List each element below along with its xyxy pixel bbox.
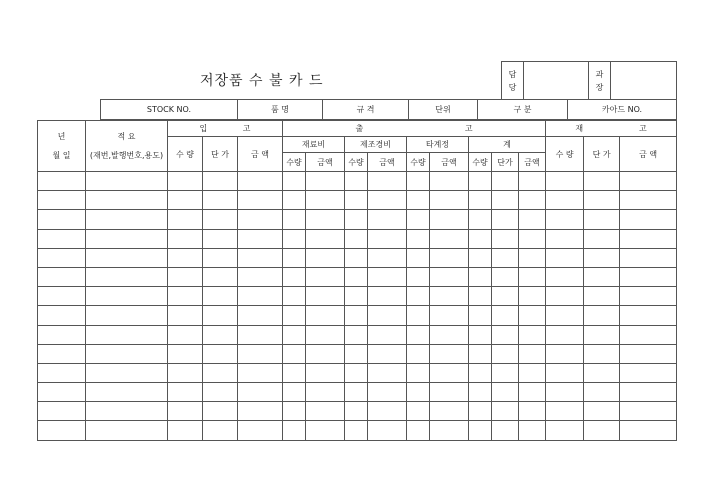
table-cell[interactable] xyxy=(492,287,519,306)
table-cell[interactable] xyxy=(283,402,306,421)
table-cell[interactable] xyxy=(283,344,306,363)
table-cell[interactable] xyxy=(469,421,492,440)
table-cell[interactable] xyxy=(469,383,492,402)
info-stock-no: STOCK NO. xyxy=(101,100,238,120)
table-cell[interactable] xyxy=(492,229,519,248)
table-cell[interactable] xyxy=(469,210,492,229)
table-cell[interactable] xyxy=(38,248,86,267)
table-cell[interactable] xyxy=(407,287,430,306)
col-total-unit-price: 단가 xyxy=(492,153,519,172)
table-cell[interactable] xyxy=(407,344,430,363)
table-cell[interactable] xyxy=(203,421,238,440)
table-cell[interactable] xyxy=(469,363,492,382)
table-cell[interactable] xyxy=(168,344,203,363)
table-cell[interactable] xyxy=(345,421,368,440)
table-row xyxy=(38,421,677,440)
table-cell[interactable] xyxy=(345,248,368,267)
table-cell[interactable] xyxy=(492,306,519,325)
table-cell[interactable] xyxy=(546,421,584,440)
table-cell[interactable] xyxy=(407,325,430,344)
table-cell[interactable] xyxy=(519,172,546,191)
table-cell[interactable] xyxy=(203,383,238,402)
table-cell[interactable] xyxy=(430,229,469,248)
table-cell[interactable] xyxy=(283,229,306,248)
table-cell[interactable] xyxy=(546,306,584,325)
table-cell[interactable] xyxy=(168,402,203,421)
table-cell[interactable] xyxy=(368,229,407,248)
table-cell[interactable] xyxy=(345,383,368,402)
table-cell[interactable] xyxy=(492,248,519,267)
table-row xyxy=(38,325,677,344)
col-in-amount: 금 액 xyxy=(238,137,283,172)
col-group-out: 출 고 xyxy=(283,121,546,137)
table-row xyxy=(38,267,677,286)
table-cell[interactable] xyxy=(407,191,430,210)
table-cell[interactable] xyxy=(407,248,430,267)
table-cell[interactable] xyxy=(203,325,238,344)
table-cell[interactable] xyxy=(203,287,238,306)
approval-label-manager: 담 당 xyxy=(502,62,524,100)
col-stock-amount: 금 액 xyxy=(620,137,677,172)
table-cell[interactable] xyxy=(306,191,345,210)
table-cell[interactable] xyxy=(345,267,368,286)
table-cell[interactable] xyxy=(38,344,86,363)
table-cell[interactable] xyxy=(86,267,168,286)
table-cell[interactable] xyxy=(469,287,492,306)
table-cell[interactable] xyxy=(38,210,86,229)
table-cell[interactable] xyxy=(407,402,430,421)
table-cell[interactable] xyxy=(469,306,492,325)
table-cell[interactable] xyxy=(203,402,238,421)
table-cell[interactable] xyxy=(368,172,407,191)
table-cell[interactable] xyxy=(519,383,546,402)
table-cell[interactable] xyxy=(345,287,368,306)
table-cell[interactable] xyxy=(430,287,469,306)
info-category: 구 분 xyxy=(478,100,568,120)
table-cell[interactable] xyxy=(469,248,492,267)
table-cell[interactable] xyxy=(620,229,677,248)
table-cell[interactable] xyxy=(546,287,584,306)
table-cell[interactable] xyxy=(86,287,168,306)
table-cell[interactable] xyxy=(584,287,620,306)
table-cell[interactable] xyxy=(38,363,86,382)
table-cell[interactable] xyxy=(168,383,203,402)
table-cell[interactable] xyxy=(519,421,546,440)
col-material-amount: 금액 xyxy=(306,153,345,172)
table-cell[interactable] xyxy=(345,191,368,210)
table-cell[interactable] xyxy=(407,383,430,402)
table-cell[interactable] xyxy=(238,363,283,382)
table-cell[interactable] xyxy=(203,229,238,248)
table-cell[interactable] xyxy=(546,325,584,344)
table-cell[interactable] xyxy=(238,210,283,229)
table-cell[interactable] xyxy=(238,287,283,306)
approval-label-chief: 과 장 xyxy=(589,62,611,100)
table-cell[interactable] xyxy=(492,421,519,440)
col-stock-unit-price: 단 가 xyxy=(584,137,620,172)
table-cell[interactable] xyxy=(620,402,677,421)
table-cell[interactable] xyxy=(584,306,620,325)
col-material-qty: 수량 xyxy=(283,153,306,172)
table-cell[interactable] xyxy=(238,191,283,210)
table-cell[interactable] xyxy=(519,248,546,267)
table-cell[interactable] xyxy=(368,287,407,306)
table-cell[interactable] xyxy=(368,267,407,286)
table-cell[interactable] xyxy=(584,267,620,286)
table-cell[interactable] xyxy=(168,363,203,382)
col-out-other-account: 타계정 xyxy=(407,137,469,153)
table-cell[interactable] xyxy=(584,210,620,229)
table-row xyxy=(38,172,677,191)
table-cell[interactable] xyxy=(430,383,469,402)
table-cell[interactable] xyxy=(407,229,430,248)
table-cell[interactable] xyxy=(283,306,306,325)
table-cell[interactable] xyxy=(620,287,677,306)
approval-sign-manager[interactable] xyxy=(524,62,589,100)
table-cell[interactable] xyxy=(492,363,519,382)
table-cell[interactable] xyxy=(546,229,584,248)
table-cell[interactable] xyxy=(584,402,620,421)
table-cell[interactable] xyxy=(407,172,430,191)
table-cell[interactable] xyxy=(492,267,519,286)
table-cell[interactable] xyxy=(546,172,584,191)
table-cell[interactable] xyxy=(168,421,203,440)
table-cell[interactable] xyxy=(469,402,492,421)
table-cell[interactable] xyxy=(345,325,368,344)
table-cell[interactable] xyxy=(203,191,238,210)
table-cell[interactable] xyxy=(38,306,86,325)
table-cell[interactable] xyxy=(306,229,345,248)
table-cell[interactable] xyxy=(203,344,238,363)
table-cell[interactable] xyxy=(407,306,430,325)
table-cell[interactable] xyxy=(306,344,345,363)
table-cell[interactable] xyxy=(203,267,238,286)
table-cell[interactable] xyxy=(38,383,86,402)
table-row xyxy=(38,210,677,229)
table-row xyxy=(38,287,677,306)
table-row xyxy=(38,306,677,325)
table-cell[interactable] xyxy=(86,172,168,191)
table-cell[interactable] xyxy=(492,344,519,363)
table-cell[interactable] xyxy=(38,172,86,191)
table-cell[interactable] xyxy=(345,344,368,363)
table-cell[interactable] xyxy=(469,344,492,363)
table-cell[interactable] xyxy=(283,248,306,267)
table-cell[interactable] xyxy=(469,325,492,344)
table-cell[interactable] xyxy=(430,210,469,229)
table-cell[interactable] xyxy=(38,229,86,248)
table-cell[interactable] xyxy=(168,267,203,286)
table-cell[interactable] xyxy=(306,210,345,229)
table-cell[interactable] xyxy=(238,229,283,248)
table-cell[interactable] xyxy=(519,191,546,210)
table-cell[interactable] xyxy=(203,248,238,267)
table-cell[interactable] xyxy=(492,172,519,191)
col-in-unit-price: 단 가 xyxy=(203,137,238,172)
ledger-table xyxy=(37,120,677,441)
col-out-material: 재료비 xyxy=(283,137,345,153)
form-title: 저장품 수 불 카 드 xyxy=(200,73,324,89)
table-cell[interactable] xyxy=(584,325,620,344)
table-cell[interactable] xyxy=(584,421,620,440)
table-cell[interactable] xyxy=(368,191,407,210)
table-cell[interactable] xyxy=(168,248,203,267)
table-cell[interactable] xyxy=(368,402,407,421)
table-cell[interactable] xyxy=(345,363,368,382)
col-group-stock: 재 고 xyxy=(546,121,677,137)
table-cell[interactable] xyxy=(546,344,584,363)
table-cell[interactable] xyxy=(546,248,584,267)
table-cell[interactable] xyxy=(238,306,283,325)
table-cell[interactable] xyxy=(238,325,283,344)
table-row xyxy=(38,363,677,382)
table-cell[interactable] xyxy=(86,421,168,440)
table-cell[interactable] xyxy=(430,248,469,267)
table-row xyxy=(38,402,677,421)
col-other-qty: 수량 xyxy=(407,153,430,172)
table-cell[interactable] xyxy=(368,344,407,363)
table-cell[interactable] xyxy=(620,306,677,325)
table-cell[interactable] xyxy=(238,421,283,440)
table-cell[interactable] xyxy=(519,306,546,325)
table-cell[interactable] xyxy=(620,210,677,229)
col-out-manufacturing: 제조경비 xyxy=(345,137,407,153)
table-cell[interactable] xyxy=(584,229,620,248)
table-cell[interactable] xyxy=(430,191,469,210)
table-cell[interactable] xyxy=(168,229,203,248)
table-cell[interactable] xyxy=(38,421,86,440)
col-manufacturing-qty: 수량 xyxy=(345,153,368,172)
table-cell[interactable] xyxy=(283,287,306,306)
table-cell[interactable] xyxy=(469,229,492,248)
table-cell[interactable] xyxy=(86,402,168,421)
col-total-qty: 수량 xyxy=(469,153,492,172)
table-cell[interactable] xyxy=(238,172,283,191)
table-cell[interactable] xyxy=(38,287,86,306)
table-cell[interactable] xyxy=(345,229,368,248)
col-in-qty: 수 량 xyxy=(168,137,203,172)
col-description: 적 요 (재번,발행번호,용도) xyxy=(86,121,168,172)
col-group-in: 입 고 xyxy=(168,121,283,137)
table-cell[interactable] xyxy=(620,248,677,267)
table-cell[interactable] xyxy=(620,191,677,210)
table-cell[interactable] xyxy=(306,287,345,306)
table-cell[interactable] xyxy=(238,344,283,363)
table-cell[interactable] xyxy=(283,325,306,344)
table-cell[interactable] xyxy=(546,267,584,286)
table-cell[interactable] xyxy=(620,421,677,440)
table-cell[interactable] xyxy=(620,267,677,286)
table-cell[interactable] xyxy=(168,172,203,191)
info-spec: 규 격 xyxy=(323,100,409,120)
table-cell[interactable] xyxy=(407,267,430,286)
table-cell[interactable] xyxy=(546,402,584,421)
table-cell[interactable] xyxy=(238,248,283,267)
table-cell[interactable] xyxy=(86,248,168,267)
table-cell[interactable] xyxy=(86,229,168,248)
table-cell[interactable] xyxy=(620,383,677,402)
table-cell[interactable] xyxy=(168,306,203,325)
table-cell[interactable] xyxy=(86,325,168,344)
table-cell[interactable] xyxy=(519,287,546,306)
table-cell[interactable] xyxy=(38,402,86,421)
table-cell[interactable] xyxy=(469,191,492,210)
table-cell[interactable] xyxy=(283,191,306,210)
table-cell[interactable] xyxy=(283,363,306,382)
table-row xyxy=(38,229,677,248)
table-cell[interactable] xyxy=(306,383,345,402)
table-cell[interactable] xyxy=(519,210,546,229)
table-row xyxy=(38,383,677,402)
table-cell[interactable] xyxy=(345,402,368,421)
table-cell[interactable] xyxy=(203,172,238,191)
approval-box xyxy=(501,61,677,100)
table-cell[interactable] xyxy=(38,191,86,210)
table-cell[interactable] xyxy=(168,210,203,229)
table-cell[interactable] xyxy=(345,172,368,191)
table-cell[interactable] xyxy=(306,306,345,325)
table-cell[interactable] xyxy=(283,421,306,440)
col-date: 년 월 일 xyxy=(38,121,86,172)
col-manufacturing-amount: 금액 xyxy=(368,153,407,172)
table-cell[interactable] xyxy=(430,363,469,382)
table-row xyxy=(38,191,677,210)
table-cell[interactable] xyxy=(283,383,306,402)
table-cell[interactable] xyxy=(283,172,306,191)
table-cell[interactable] xyxy=(546,363,584,382)
table-cell[interactable] xyxy=(584,248,620,267)
table-cell[interactable] xyxy=(519,267,546,286)
table-row xyxy=(38,248,677,267)
table-cell[interactable] xyxy=(168,287,203,306)
table-cell[interactable] xyxy=(546,210,584,229)
table-cell[interactable] xyxy=(620,363,677,382)
table-cell[interactable] xyxy=(430,344,469,363)
table-cell[interactable] xyxy=(407,363,430,382)
col-other-amount: 금액 xyxy=(430,153,469,172)
table-cell[interactable] xyxy=(86,210,168,229)
table-cell[interactable] xyxy=(620,344,677,363)
table-cell[interactable] xyxy=(492,383,519,402)
table-cell[interactable] xyxy=(86,383,168,402)
table-cell[interactable] xyxy=(519,325,546,344)
table-cell[interactable] xyxy=(203,210,238,229)
table-cell[interactable] xyxy=(546,383,584,402)
table-cell[interactable] xyxy=(368,421,407,440)
ledger-body xyxy=(38,172,677,441)
table-cell[interactable] xyxy=(306,248,345,267)
table-cell[interactable] xyxy=(584,383,620,402)
table-cell[interactable] xyxy=(469,172,492,191)
col-out-total: 계 xyxy=(469,137,546,153)
col-total-amount: 금액 xyxy=(519,153,546,172)
table-cell[interactable] xyxy=(38,325,86,344)
ledger-header xyxy=(38,121,677,172)
table-cell[interactable] xyxy=(584,191,620,210)
table-cell[interactable] xyxy=(168,325,203,344)
table-cell[interactable] xyxy=(306,325,345,344)
table-cell[interactable] xyxy=(519,363,546,382)
table-cell[interactable] xyxy=(430,172,469,191)
table-cell[interactable] xyxy=(368,248,407,267)
table-cell[interactable] xyxy=(519,344,546,363)
table-cell[interactable] xyxy=(238,383,283,402)
table-cell[interactable] xyxy=(306,421,345,440)
table-cell[interactable] xyxy=(620,325,677,344)
table-cell[interactable] xyxy=(168,191,203,210)
table-cell[interactable] xyxy=(238,402,283,421)
table-cell[interactable] xyxy=(86,363,168,382)
table-cell[interactable] xyxy=(283,267,306,286)
table-cell[interactable] xyxy=(519,402,546,421)
table-cell[interactable] xyxy=(86,191,168,210)
table-cell[interactable] xyxy=(368,383,407,402)
table-cell[interactable] xyxy=(203,363,238,382)
table-cell[interactable] xyxy=(492,402,519,421)
table-cell[interactable] xyxy=(430,402,469,421)
table-cell[interactable] xyxy=(430,306,469,325)
table-cell[interactable] xyxy=(306,402,345,421)
table-cell[interactable] xyxy=(492,191,519,210)
table-row xyxy=(38,344,677,363)
table-cell[interactable] xyxy=(430,267,469,286)
table-cell[interactable] xyxy=(469,267,492,286)
item-info-row xyxy=(100,99,677,120)
table-cell[interactable] xyxy=(368,210,407,229)
table-cell[interactable] xyxy=(203,306,238,325)
table-cell[interactable] xyxy=(584,344,620,363)
table-cell[interactable] xyxy=(368,325,407,344)
table-cell[interactable] xyxy=(238,267,283,286)
table-cell[interactable] xyxy=(86,306,168,325)
table-cell[interactable] xyxy=(492,325,519,344)
table-cell[interactable] xyxy=(345,306,368,325)
table-cell[interactable] xyxy=(492,210,519,229)
table-cell[interactable] xyxy=(519,229,546,248)
col-stock-qty: 수 량 xyxy=(546,137,584,172)
table-cell[interactable] xyxy=(306,267,345,286)
table-cell[interactable] xyxy=(368,363,407,382)
table-cell[interactable] xyxy=(430,325,469,344)
table-cell[interactable] xyxy=(306,172,345,191)
table-cell[interactable] xyxy=(345,210,368,229)
table-cell[interactable] xyxy=(407,421,430,440)
table-cell[interactable] xyxy=(430,421,469,440)
info-card-no: 카아드 NO. xyxy=(568,100,677,120)
table-cell[interactable] xyxy=(584,172,620,191)
info-item-name: 품 명 xyxy=(238,100,323,120)
table-cell[interactable] xyxy=(407,210,430,229)
table-cell[interactable] xyxy=(38,267,86,286)
table-cell[interactable] xyxy=(86,344,168,363)
table-cell[interactable] xyxy=(546,191,584,210)
info-unit: 단위 xyxy=(409,100,478,120)
table-cell[interactable] xyxy=(620,172,677,191)
table-cell[interactable] xyxy=(584,363,620,382)
table-cell[interactable] xyxy=(306,363,345,382)
table-cell[interactable] xyxy=(283,210,306,229)
approval-sign-chief[interactable] xyxy=(611,62,677,100)
table-cell[interactable] xyxy=(368,306,407,325)
